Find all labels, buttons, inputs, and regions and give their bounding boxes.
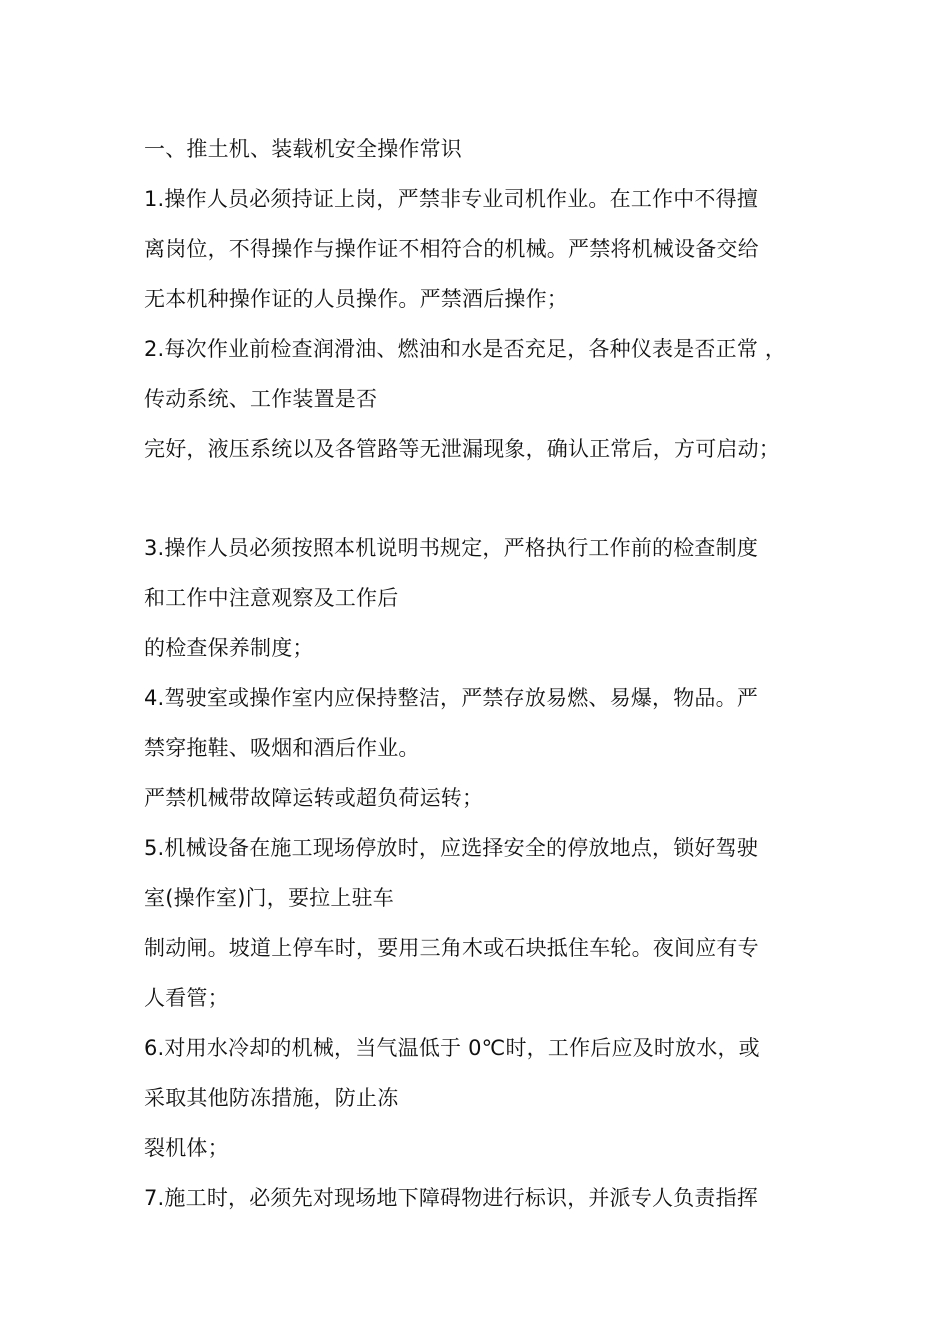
- text-line: 制动闸。坡道上停车时，要用三角木或石块抵住车轮。夜间应有专: [144, 936, 759, 960]
- text-line: 3.操作人员必须按照本机说明书规定，严格执行工作前的检查制度: [144, 536, 759, 560]
- text-line: 禁穿拖鞋、吸烟和酒后作业。: [144, 736, 420, 760]
- text-line: 的检查保养制度；: [144, 636, 314, 660]
- text-line: 和工作中注意观察及工作后: [144, 586, 399, 610]
- text-line: 完好，液压系统以及各管路等无泄漏现象，确认正常后，方可启动；: [144, 437, 780, 461]
- text-line: 4.驾驶室或操作室内应保持整洁，严禁存放易燃、易爆，物品。严: [144, 686, 759, 710]
- text-line: 6.对用水冷却的机械，当气温低于 0℃时，工作后应及时放水，或: [144, 1036, 760, 1060]
- text-line: 采取其他防冻措施，防止冻: [144, 1086, 399, 1110]
- text-line: 裂机体；: [144, 1136, 229, 1160]
- text-line: 1.操作人员必须持证上岗，严禁非专业司机作业。在工作中不得擅: [144, 187, 759, 211]
- text-line: 传动系统、工作装置是否: [144, 387, 378, 411]
- text-line: 2.每次作业前检查润滑油、燃油和水是否充足，各种仪表是否正常 ，: [144, 337, 787, 361]
- text-line: 无本机种操作证的人员操作。严禁酒后操作；: [144, 287, 568, 311]
- text-line: 5.机械设备在施工现场停放时，应选择安全的停放地点，锁好驾驶: [144, 836, 759, 860]
- text-line: 室(操作室)门，要拉上驻车: [144, 886, 394, 910]
- section-heading: 一、推土机、装载机安全操作常识: [144, 137, 462, 161]
- text-line: 7.施工时，必须先对现场地下障碍物进行标识，并派专人负责指挥: [144, 1186, 759, 1210]
- text-line: 离岗位，不得操作与操作证不相符合的机械。严禁将机械设备交给: [144, 237, 759, 261]
- text-line: 严禁机械带故障运转或超负荷运转；: [144, 786, 484, 810]
- text-line: 人看管；: [144, 986, 229, 1010]
